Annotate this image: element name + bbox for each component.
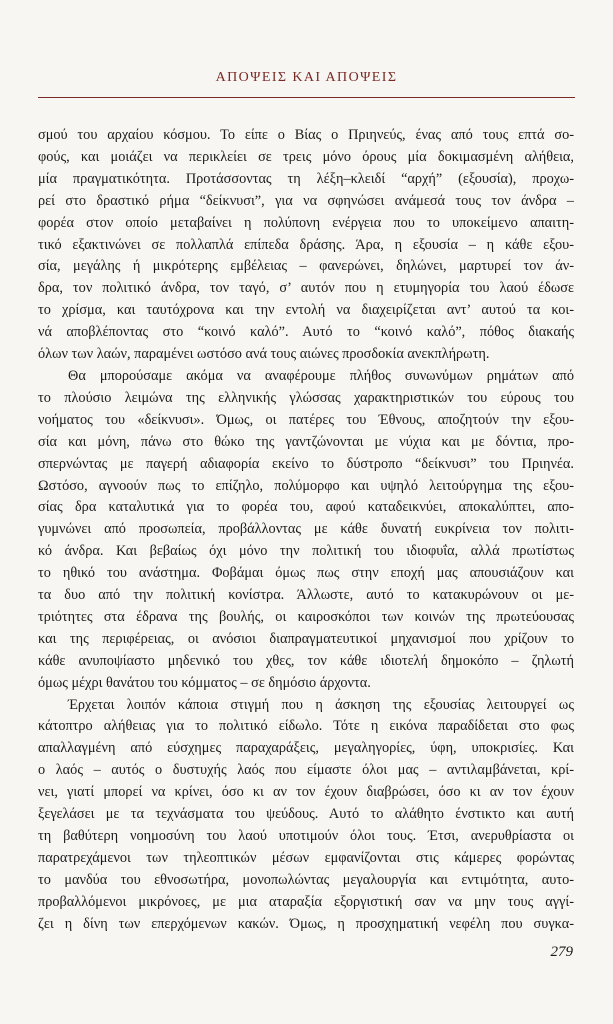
text-line: ρεί στο δραστικό ρήμα “δείκνυσι”, για να σφηνώσει ανάμεσά τους τον άνδρα – — [38, 192, 574, 209]
text-line: σμού του αρχαίου κόσμου. Το είπε ο Βίας ο Πριηνεύς, ένας από τους επτά σο- — [38, 127, 574, 143]
text-line: το ηθικό του ανάστημα. Φοβάμαι όμως πως στην εποχή μας απουσιάζουν και — [38, 565, 574, 582]
text-line: τα δυο από την πολιτική κονίστρα. Άλλωστε, αυτό το κατακυρώνουν οι με- — [38, 587, 574, 604]
text-line: νά αποβλέποντας στο “κοινό καλό”. Αυτό το “κοινό καλό”, πόθος διακαής — [38, 324, 574, 341]
text-line: Ωστόσο, αγνοούν πως το επίζηλο, πολύμορφο και υψηλό λειτούργημα της εξου- — [38, 477, 574, 494]
text-line: σία και μόνη, πάνω στο θώκο της γαντζώνονται με νύχια και με δόντια, προ- — [38, 433, 574, 450]
text-line: προβαλλόμενοι μικρόνοες, με μια αταραξία εξοργιστική σαν να μην τους αγγί- — [38, 893, 574, 910]
paragraph — [38, 695, 574, 936]
text-line: μία πραγματικότητα. Προτάσσοντας τη λέξη–κλειδί “αρχή” (εξουσία), προχω- — [38, 170, 574, 187]
text-line: τριότητες στα έδρανα της βουλής, οι καιροσκόποι των κοινών της πρωτεύουσας — [38, 608, 574, 625]
text-line: ο λαός – αυτός ο δυστυχής λαός που είμαστε όλοι μας – αντιλαμβάνεται, κρί- — [38, 762, 574, 779]
text-line: όλων των λαών, παραμένει ωστόσο ανά τους αιώνες προσδοκία ανεκπλήρωτη. — [38, 346, 490, 363]
text-line: το χρίσμα, και ταυτόχρονα και την εντολή να διαχειρίζεται αντ’ αυτού τα κοι- — [38, 302, 574, 319]
text-line: Θα μπορούσαμε ακόμα να αναφέρουμε πλήθος συνωνύμων ρημάτων από — [68, 367, 574, 384]
text-line: σία, μεγάλης ή μικρότερης εμβέλειας – φανερώνει, δηλώνει, μαρτυρεί τον άν- — [38, 258, 574, 275]
paragraph — [38, 125, 574, 366]
header-rule — [38, 97, 575, 98]
text-line: ξεγελάσει με τα τεχνάσματα του ψεύδους. Αυτό το αλάθητο ένστικτο και αυτή — [38, 806, 574, 823]
text-line: παρατρεχάμενοι των τηλεοπτικών μέσων εμφανίζονται στις κάμερες φορώντας — [38, 849, 574, 866]
paragraph — [38, 366, 574, 695]
text-line: όμως μέχρι θανάτου του κόμματος – σε δημόσιο άρχοντα. — [38, 674, 371, 691]
text-line: σίας δρα καταλυτικά για το φορέα του, αφού καταδεικνύει, αποκαλύπτει, απο- — [38, 499, 574, 516]
text-line: το πλούσιο λειμώνα της ελληνικής γλώσσας χαρακτηριστικών του εύρους του — [38, 389, 574, 406]
text-line: απαλλαγμένη από εύσχημες παραχαράξεις, μεγαληγορίες, ύφη, υποκρισίες. Και — [38, 740, 574, 757]
text-line: κάθε ανυποψίαστο μηδενικό του χθες, τον κάθε ιδιοτελή δημοκόπο – ζηλωτή — [38, 652, 574, 669]
text-line: δρα, τον πολιτικό άνδρα, τον ταγό, σ’ αυτόν που η ετυμηγορία του λαού έδωσε — [38, 280, 574, 297]
text-line: το μανδύα του εθνοσωτήρα, μονοπωλώντας μεγαλουργία και εντιμότητα, αυτο- — [38, 871, 574, 888]
text-line: σπερνώντας με παγερή αδιαφορία εκείνο το δύστροπο “δείκνυσι” του Πριηνέα. — [38, 455, 574, 472]
text-line: κάτοπτρο αλήθειας για το πολιτικό είδωλο. Τότε η εικόνα παραδίδεται στο φως — [38, 718, 574, 735]
text-line: και της περιφέρειας, οι ανόσιοι διαπραγματευτικοί μηχανισμοί που χρίζουν το — [38, 630, 574, 647]
text-line: τικό εξακτινώνει σε πολλαπλά επίπεδα δράσης. Άρα, η εξουσία – η κάθε εξου- — [38, 236, 574, 253]
text-line: φορέα στον οποίο μεταβαίνει η πολύπονη ενέργεια που το υποκείμενο απαιτη- — [38, 214, 574, 231]
running-header: ΑΠΟΨΕΙΣ ΚΑΙ ΑΠΟΨΕΙΣ — [215, 70, 398, 85]
text-line: νοήματος του «δείκνυσι». Όμως, οι πατέρες του Έθνους, αποζητούν την εξου- — [38, 411, 574, 428]
text-line: τη βαθύτερη νοημοσύνη του λαού υποτιμούν όλοι τους. Έτσι, ανερυθρίαστα οι — [38, 828, 574, 844]
page-number: 279 — [550, 944, 573, 960]
text-line: νει, γιατί μπορεί να κρίνει, όσο κι αν τον έχουν διαβρώσει, όσο κι αν τον έχουν — [38, 784, 574, 801]
text-line: Έρχεται λοιπόν κάποια στιγμή που η άσκηση της εξουσίας λειτουργεί ως — [68, 696, 574, 713]
body-text — [38, 125, 574, 936]
text-line: κό άνδρα. Και βεβαίως όχι μόνο την πολιτική του ιδιοφυΐα, αλλά πρωτίστως — [38, 543, 574, 560]
text-line: φούς, και μοιάζει να περικλείει σε τρεις μόνο όρους μία δοκιμασμένη αλήθεια, — [38, 148, 574, 165]
text-line: γυμνώνει από προσωπεία, προβάλλοντας με κάθε δυνατή ευκρίνεια τον πολιτι- — [38, 521, 574, 538]
text-line: ζει η δίνη των επερχόμενων κακών. Όμως, η προσχηματική νεφέλη που συγκα- — [38, 915, 574, 932]
